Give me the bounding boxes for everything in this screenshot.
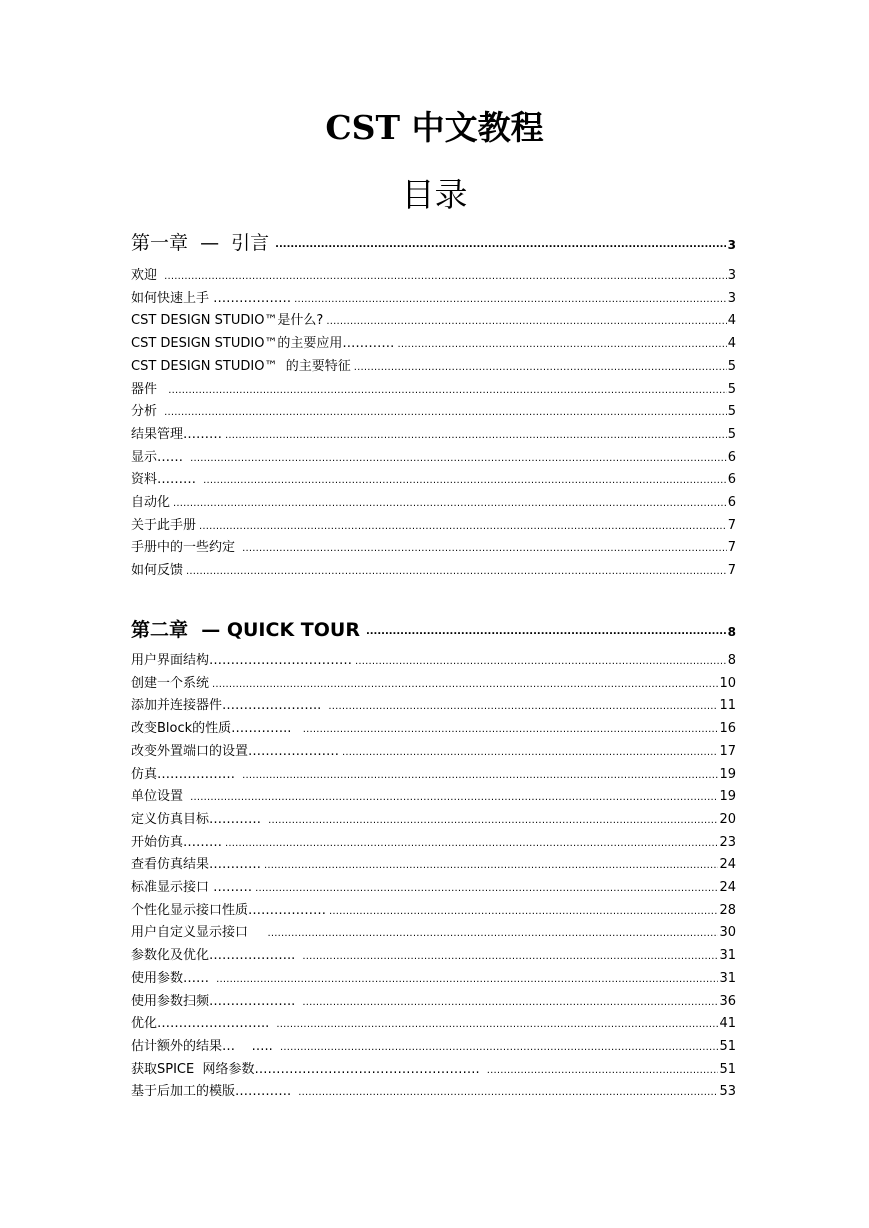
toc-entry (131, 741, 736, 763)
toc-entry-page-number: 31 (719, 970, 736, 986)
toc-entry-page-number: 4 (727, 336, 736, 352)
dot-leader (397, 334, 726, 356)
toc-entry-label: 定义仿真目标………… (131, 811, 266, 827)
toc-entry-label: 参数化及优化……………….. (131, 948, 300, 964)
dot-leader (199, 516, 727, 538)
toc-entry-page-number: 7 (727, 517, 736, 533)
toc-entry (131, 379, 736, 401)
dot-leader (329, 901, 718, 923)
toc-entry (131, 695, 736, 717)
toc-entry-label: CST DESIGN STUDIO™ 的主要特征 (131, 358, 351, 374)
toc-entry-page-number: 16 (719, 721, 736, 737)
toc-entry-label: 改变外置端口的设置………………… (131, 743, 340, 759)
toc-entry (131, 900, 736, 922)
toc-entry-page-number: 53 (719, 1084, 736, 1100)
toc-entry-label: 器件 (131, 381, 166, 397)
toc-entry (131, 877, 736, 899)
dot-leader (225, 425, 727, 447)
toc-entry (131, 809, 736, 831)
dot-leader (164, 402, 727, 424)
toc-entry-label: 添加并连接器件………………….. (131, 698, 326, 714)
dot-leader (225, 833, 718, 855)
toc-entry (131, 1013, 736, 1035)
toc-entry-label: 资料……… (131, 472, 201, 488)
toc-entry (131, 492, 736, 514)
toc-entry (131, 1081, 736, 1103)
dot-leader (242, 538, 727, 560)
toc-entry-label: 单位设置 (131, 789, 188, 805)
dot-leader (190, 448, 727, 470)
chapter-page-number: 3 (727, 238, 736, 252)
toc-entry-label: 如何快速上手 ……………… (131, 290, 292, 306)
toc-entry-label: 查看仿真结果………… (131, 857, 262, 873)
toc-entry (131, 968, 736, 990)
toc-entry (131, 922, 736, 944)
toc-entry (131, 447, 736, 469)
chapter-title: 第二章 — QUICK TOUR (131, 619, 360, 641)
dot-leader (280, 1037, 719, 1059)
toc-entry-page-number: 19 (719, 789, 736, 805)
toc-entry-page-number: 4 (727, 313, 736, 329)
toc-entry (131, 469, 736, 491)
dot-leader (342, 742, 718, 764)
toc-entry (131, 333, 736, 355)
toc-entry-label: 个性化显示接口性质……………… (131, 902, 327, 918)
dot-leader (216, 969, 718, 991)
dot-leader (487, 1060, 719, 1082)
toc-entry-page-number: 28 (719, 902, 736, 918)
dot-leader (326, 311, 726, 333)
toc-entry-page-number: 5 (727, 404, 736, 420)
toc-entry (131, 991, 736, 1013)
toc-entry-page-number: 31 (719, 948, 736, 964)
toc-entry-label: 如何反馈 (131, 563, 184, 579)
dot-leader (212, 674, 718, 696)
toc-entry-page-number: 5 (727, 381, 736, 397)
toc-entry-label: 基于后加工的模版…………. (131, 1084, 296, 1100)
toc-entry-label: 分析 (131, 404, 162, 420)
toc-entry-label: 手册中的一些约定 (131, 540, 240, 556)
dot-leader (276, 1014, 718, 1036)
dot-leader (242, 765, 718, 787)
toc-entry (131, 537, 736, 559)
toc-entry (131, 718, 736, 740)
toc-entry-page-number: 6 (727, 472, 736, 488)
dot-leader (328, 696, 718, 718)
toc-entry-page-number: 6 (727, 449, 736, 465)
toc-entry (131, 650, 736, 672)
toc-entry-label: 用户界面结构…………………………… (131, 653, 353, 668)
toc-entry-label: 关于此手册 (131, 517, 197, 533)
dot-leader (203, 470, 727, 492)
toc-entry-page-number: 11 (719, 698, 736, 714)
toc-entry-page-number: 5 (727, 426, 736, 442)
dot-leader (268, 923, 719, 945)
toc-entry-page-number: 24 (719, 857, 736, 873)
toc-entry-label: 估计额外的结果… ….. (131, 1038, 277, 1054)
toc-entry-page-number: 7 (727, 540, 736, 556)
dot-leader (294, 289, 727, 311)
toc-entry-page-number: 30 (719, 925, 736, 941)
toc-entry (131, 786, 736, 808)
dot-leader (268, 810, 718, 832)
chapter-heading-1 (131, 229, 736, 255)
dot-leader (366, 625, 726, 639)
toc-entry-page-number: 20 (719, 811, 736, 827)
toc-entry-page-number: 7 (727, 563, 736, 579)
dot-leader (275, 238, 725, 252)
toc-entry-label: CST DESIGN STUDIO™的主要应用………… (131, 336, 395, 352)
dot-leader (354, 357, 727, 379)
toc-entry-label: 开始仿真……… (131, 834, 223, 850)
toc-entry (131, 356, 736, 378)
toc-entry (131, 854, 736, 876)
toc-entry (131, 1036, 736, 1058)
chapter-page-number: 8 (727, 625, 736, 639)
dot-leader (168, 380, 726, 402)
toc-entry-label: 标准显示接口 ……… (131, 880, 253, 895)
toc-entry-page-number: 36 (719, 993, 736, 1009)
toc-entry-label: 自动化 (131, 495, 171, 510)
document-title: CST 中文教程 (325, 108, 544, 147)
toc-entry (131, 673, 736, 695)
toc-entry (131, 424, 736, 446)
toc-entry-page-number: 3 (727, 268, 736, 283)
dot-leader (173, 493, 727, 515)
toc-entry-label: 创建一个系统 (131, 675, 210, 691)
toc-entry-page-number: 10 (719, 675, 736, 691)
dot-leader (302, 946, 718, 968)
toc-entry-label: 用户自定义显示接口 (131, 925, 265, 941)
dot-leader (298, 1082, 718, 1104)
dot-leader (164, 266, 727, 288)
dot-leader (255, 878, 718, 900)
toc-entry-page-number: 8 (727, 653, 736, 668)
toc-entry-page-number: 41 (719, 1016, 736, 1032)
toc-entry-page-number: 17 (719, 743, 736, 759)
toc-entry-page-number: 24 (719, 880, 736, 895)
chapter-heading-2 (131, 616, 736, 642)
toc-entry-label: 改变Block的性质………….. (131, 721, 300, 737)
toc-entry-label: 仿真……………… (131, 766, 240, 782)
dot-leader (302, 992, 718, 1014)
dot-leader (264, 855, 718, 877)
dot-leader (186, 561, 727, 583)
toc-entry-page-number: 51 (719, 1038, 736, 1054)
toc-entry-label: 显示…… (131, 449, 188, 465)
toc-entry-page-number: 51 (719, 1061, 736, 1077)
toc-entry-label: 欢迎 (131, 268, 162, 283)
toc-entry-label: 优化…………………….. (131, 1016, 274, 1032)
toc-entry-label: 使用参数扫频……………….. (131, 993, 300, 1009)
toc-entry (131, 560, 736, 582)
toc-entry (131, 401, 736, 423)
toc-entry-page-number: 6 (727, 495, 736, 510)
toc-entry-label: 使用参数…… (131, 970, 214, 986)
toc-entry (131, 764, 736, 786)
toc-entry-page-number: 19 (719, 766, 736, 782)
dot-leader (355, 651, 727, 673)
toc-entry (131, 945, 736, 967)
toc-heading: 目录 (401, 175, 468, 214)
toc-entry-label: CST DESIGN STUDIO™是什么? (131, 313, 324, 329)
toc-entry (131, 288, 736, 310)
toc-entry (131, 832, 736, 854)
toc-entry (131, 515, 736, 537)
toc-entry (131, 265, 736, 287)
toc-entry (131, 310, 736, 332)
toc-entry-page-number: 3 (727, 290, 736, 306)
chapter-title: 第一章 — 引言 (131, 232, 270, 254)
toc-entry (131, 1059, 736, 1081)
toc-entry-page-number: 23 (719, 834, 736, 850)
toc-entry-label: 获取SPICE 网络参数……………………………………………. (131, 1061, 484, 1077)
dot-leader (190, 787, 718, 809)
dot-leader (303, 719, 719, 741)
toc-entry-label: 结果管理……… (131, 426, 223, 442)
toc-entry-page-number: 5 (727, 358, 736, 374)
